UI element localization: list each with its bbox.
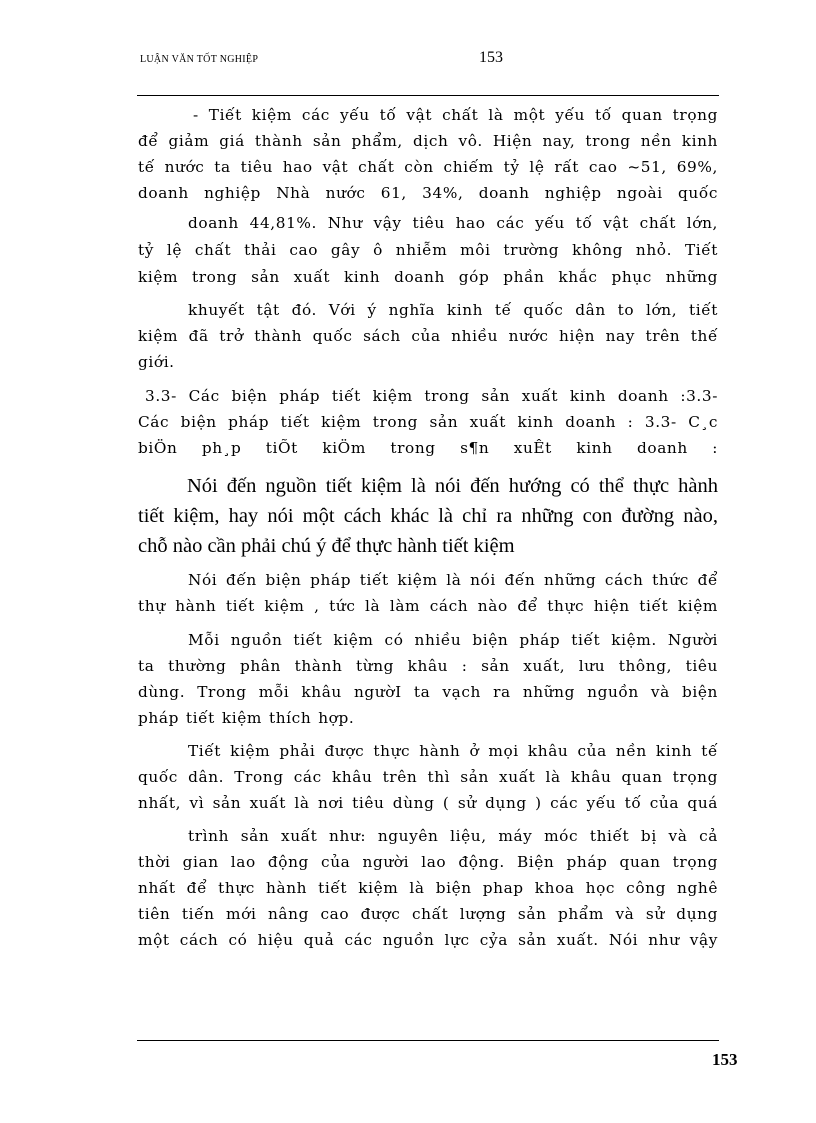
text-line: trình sản xuất như: nguyên liệu, máy móc thiết bị và cả bbox=[188, 827, 718, 845]
text-line: nhất, vì sản xuất là nơi tiêu dùng ( sử dụng ) các yếu tố của quá bbox=[138, 794, 718, 812]
section-heading-line: 3.3- Các biện pháp tiết kiệm trong sản xuất kinh doanh :3.3- bbox=[145, 387, 718, 405]
text-line: dùng. Trong mỗi khâu ngườI ta vạch ra những nguồn và biện bbox=[138, 683, 718, 701]
text-line: chỗ nào cần phải chú ý để thực hành tiết kiệm bbox=[138, 535, 515, 557]
text-line: tiên tiến mới nâng cao được chất lượng sản phẩm và sử dụng bbox=[138, 905, 718, 923]
text-line: doanh nghiệp Nhà nước 61, 34%, doanh nghiệp ngoài quốc bbox=[138, 184, 718, 202]
text-line: giới. bbox=[138, 353, 175, 371]
header-rule bbox=[137, 95, 719, 96]
header-page-number: 153 bbox=[479, 49, 503, 66]
text-line: - Tiết kiệm các yếu tố vật chất là một yếu tố quan trọng bbox=[193, 106, 718, 124]
footer-page-number: 153 bbox=[712, 1050, 738, 1069]
text-line: Tiết kiệm phải được thực hành ở mọi khâu của nền kinh tế bbox=[188, 742, 718, 760]
running-header-title: LUẬN VĂN TỐT NGHIỆP bbox=[140, 54, 259, 65]
text-line: một cách có hiệu quả các nguồn lực cỷa sản xuất. Nói như vậy bbox=[138, 931, 718, 949]
text-line: khuyết tật đó. Với ý nghĩa kinh tế quốc dân to lớn, tiết bbox=[188, 301, 718, 319]
text-line: Nói đến biện pháp tiết kiệm là nói đến những cách thức để bbox=[188, 571, 718, 589]
text-line: doanh 44,81%. Như vậy tiêu hao các yếu tố vật chất lớn, bbox=[188, 214, 718, 232]
text-line: ta thường phân thành từng khâu : sản xuất, lưu thông, tiêu bbox=[138, 657, 718, 675]
text-line: Mỗi nguồn tiết kiệm có nhiều biện pháp tiết kiệm. Người bbox=[188, 631, 718, 649]
text-line: để giảm giá thành sản phẩm, dịch vô. Hiện nay, trong nền kinh bbox=[138, 132, 718, 150]
section-heading-line: Các biện pháp tiết kiệm trong sản xuất kinh doanh : 3.3- C¸c bbox=[138, 413, 718, 431]
text-line: thự hành tiết kiệm , tức là làm cách nào để thực hiện tiết kiệm bbox=[138, 597, 718, 615]
text-line: tiết kiệm, hay nói một cách khác là chỉ ra những con đường nào, bbox=[138, 505, 718, 527]
text-line: Nói đến nguồn tiết kiệm là nói đến hướng có thể thực hành bbox=[187, 475, 718, 497]
text-line: nhất để thực hành tiết kiệm là biện phap khoa học công nghê bbox=[138, 879, 718, 897]
text-line: thời gian lao động của người lao động. Biện pháp quan trọng bbox=[138, 853, 718, 871]
section-heading-line: biÖn ph¸p tiÕt kiÖm trong s¶n xuÊt kinh doanh : bbox=[138, 439, 718, 457]
text-line: quốc dân. Trong các khâu trên thì sản xuất là khâu quan trọng bbox=[138, 768, 718, 786]
text-line: kiệm đã trở thành quốc sách của nhiều nước hiện nay trên thế bbox=[138, 327, 718, 345]
text-line: kiệm trong sản xuất kinh doanh góp phần khắc phục những bbox=[138, 268, 718, 286]
text-line: tỷ lệ chất thải cao gây ô nhiễm môi trường không nhỏ. Tiết bbox=[138, 241, 718, 259]
footer-rule bbox=[137, 1040, 719, 1041]
text-line: tế nước ta tiêu hao vật chất còn chiếm tỷ lệ rất cao ~51, 69%, bbox=[138, 158, 718, 176]
text-line: pháp tiết kiệm thích hợp. bbox=[138, 709, 355, 727]
